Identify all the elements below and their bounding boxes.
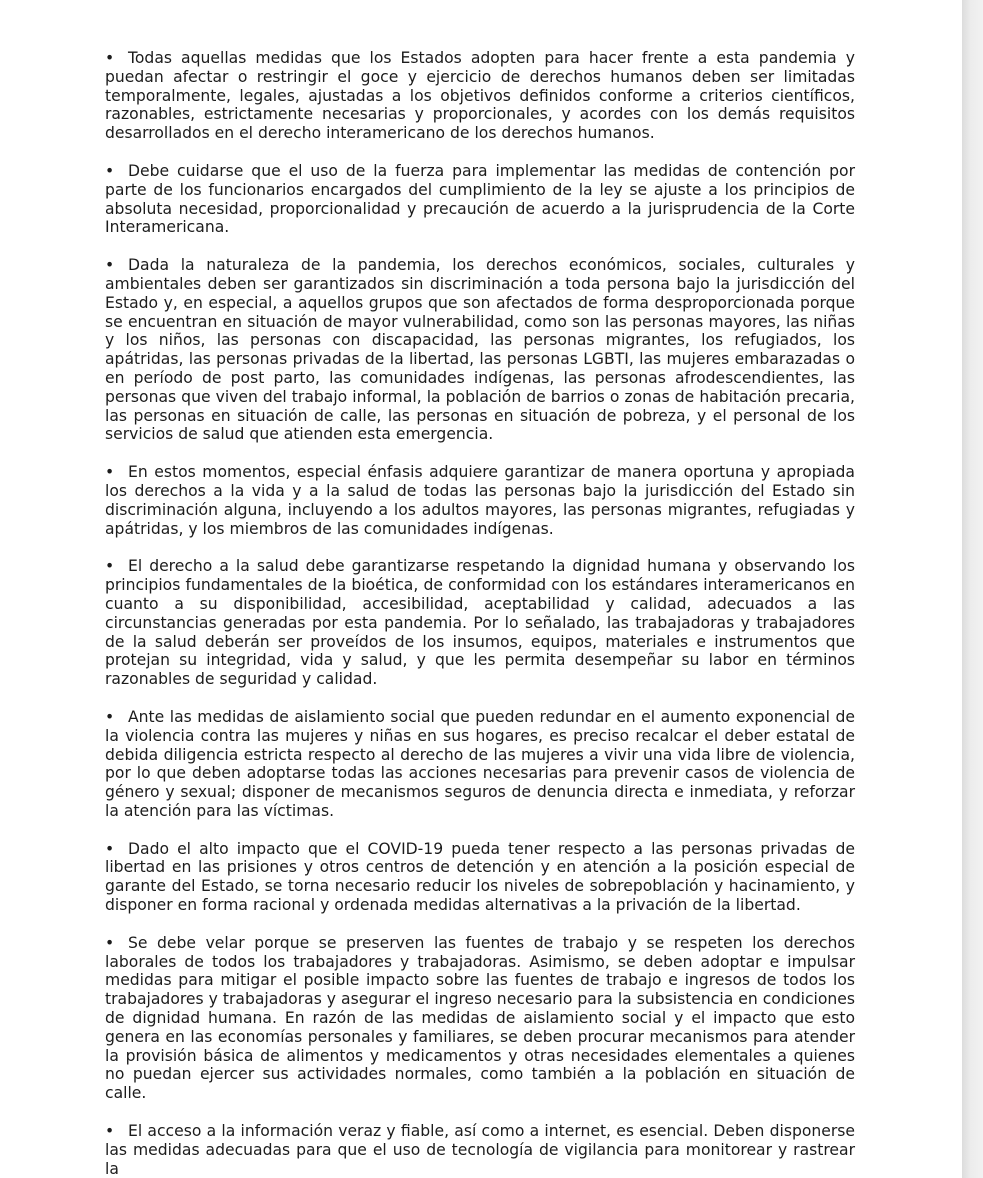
bullet-icon: • (105, 839, 115, 858)
bullet-paragraph-4 (105, 463, 855, 538)
bullet-paragraph-1 (105, 49, 855, 143)
bullet-icon: • (105, 463, 115, 482)
bullet-icon: • (105, 933, 115, 952)
paragraph-text: Dado el alto impacto que el COVID-19 pueda tener respecto a las personas privadas de libertad en las prisiones y otros centros de detención y en atención a la posición especial de garante del Estado, se torna necesario reducir los niveles de sobrepoblación y hacinamiento, y disponer en forma racional y ordenada medidas alternativas a la privación de la libertad. (105, 839, 855, 915)
bullet-paragraph-6 (105, 708, 855, 821)
bullet-icon: • (105, 256, 115, 275)
bullet-paragraph-2 (105, 162, 855, 237)
paragraph-text: Se debe velar porque se preserven las fuentes de trabajo y se respeten los derechos laborales de todos los trabajadores y trabajadoras. Asimismo, se deben adoptar e impulsar medidas para mitigar el posible impacto sobre las fuentes de trabajo e ingresos de todos los trabajadores y trabajadoras y asegurar el ingreso necesario para la subsistencia en condiciones de dignidad humana. En razón de las medidas de aislamiento social y el impacto que esto genera en las economías personales y familiares, se deben procurar mecanismos para atender la provisión básica de alimentos y medicamentos y otras necesidades elementales a quienes no puedan ejercer sus actividades normales, como también a la población en situación de calle. (105, 933, 855, 1103)
paragraph-text: Ante las medidas de aislamiento social que pueden redundar en el aumento exponencial de la violencia contra las mujeres y niñas en sus hogares, es preciso recalcar el deber estatal de debida diligencia estricta respecto al derecho de las mujeres a vivir una vida libre de violencia, por lo que deben adoptarse todas las acciones necesarias para prevenir casos de violencia de género y sexual; disponer de mecanismos seguros de denuncia directa e inmediata, y reforzar la atención para las víctimas. (105, 707, 855, 820)
document-body (105, 49, 855, 1178)
paragraph-text: Dada la naturaleza de la pandemia, los derechos económicos, sociales, culturales y ambientales deben ser garantizados sin discriminación a toda persona bajo la jurisdicción del Estado y, en especial, a aquellos grupos que son afectados de forma desproporcionada porque se encuentran en situación de mayor vulnerabilidad, como son las personas mayores, las niñas y los niños, las personas con discapacidad, las personas migrantes, los refugiados, los apátridas, las personas privadas de la libertad, las personas LGBTI, las mujeres embarazadas o en período de post parto, las comunidades indígenas, las personas afrodescendientes, las personas que viven del trabajo informal, la población de barrios o zonas de habitación precaria, las personas en situación de calle, las personas en situación de pobreza, y el personal de los servicios de salud que atienden esta emergencia. (105, 256, 855, 444)
bullet-icon: • (105, 161, 115, 180)
bullet-paragraph-3 (105, 256, 855, 444)
bullet-icon: • (105, 557, 115, 576)
bullet-icon: • (105, 1122, 115, 1141)
paragraph-text: El derecho a la salud debe garantizarse respetando la dignidad humana y observando los principios fundamentales de la bioética, de conformidad con los estándares interamericanos en cuanto a su disponibilidad, accesibilidad, aceptabilidad y calidad, adecuados a las circunstancias generadas por esta pandemia. Por lo señalado, las trabajadoras y trabajadores de la salud deberán ser proveídos de los insumos, equipos, materiales e instrumentos que protejan su integridad, vida y salud, y que les permita desempeñar su labor en términos razonables de seguridad y calidad. (105, 557, 855, 689)
bullet-icon: • (105, 49, 115, 67)
page-edge-shadow (962, 0, 983, 1178)
bullet-paragraph-7 (105, 840, 855, 915)
bullet-paragraph-9 (105, 1122, 855, 1178)
paragraph-text: Debe cuidarse que el uso de la fuerza para implementar las medidas de contención por parte de los funcionarios encargados del cumplimiento de la ley se ajuste a los principios de absoluta necesidad, proporcionalidad y precaución de acuerdo a la jurisprudencia de la Corte Interamericana. (105, 161, 855, 237)
bullet-icon: • (105, 707, 115, 726)
bullet-paragraph-8 (105, 934, 855, 1103)
bullet-paragraph-5 (105, 557, 855, 689)
paragraph-text: Todas aquellas medidas que los Estados adopten para hacer frente a esta pandemia y puedan afectar o restringir el goce y ejercicio de derechos humanos deben ser limitadas temporalmente, legales, ajustadas a los objetivos definidos conforme a criterios científicos, razonables, estrictamente necesarias y proporcionales, y acordes con los demás requisitos desarrollados en el derecho interamericano de los derechos humanos. (105, 49, 855, 143)
paragraph-text: El acceso a la información veraz y fiable, así como a internet, es esencial. Deben disponerse las medidas adecuadas para que el uso de tecnología de vigilancia para monitorear y rastrear la (105, 1122, 855, 1178)
paragraph-text: En estos momentos, especial énfasis adquiere garantizar de manera oportuna y apropiada los derechos a la vida y a la salud de todas las personas bajo la jurisdicción del Estado sin discriminación alguna, incluyendo a los adultos mayores, las personas migrantes, refugiadas y apátridas, y los miembros de las comunidades indígenas. (105, 463, 855, 538)
